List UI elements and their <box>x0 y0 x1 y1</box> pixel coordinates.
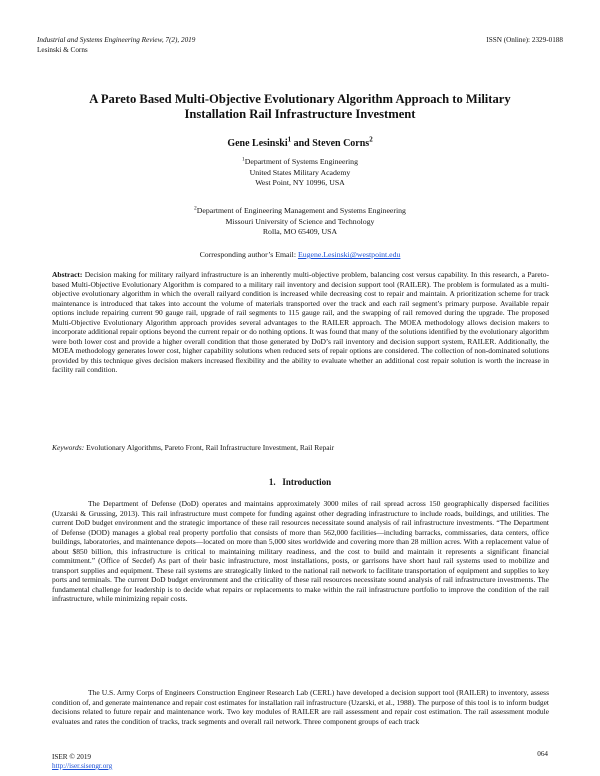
title-line-1: A Pareto Based Multi-Objective Evolutionary Algorithm Approach to Military <box>89 92 511 106</box>
section-heading-introduction <box>40 477 560 487</box>
journal-citation: Industrial and Systems Engineering Review, 7(2), 2019 <box>37 36 196 44</box>
author-1-affil-mark: 1 <box>287 135 292 144</box>
issn: ISSN (Online): 2329-0188 <box>486 36 563 44</box>
corresponding-author <box>40 250 560 259</box>
keywords <box>52 443 549 452</box>
affiliation-1-address: West Point, NY 10996, USA <box>255 178 345 188</box>
author-list <box>40 135 560 149</box>
footer-copyright: ISER © 2019 <box>52 753 92 761</box>
author-conjunction: and <box>291 138 313 149</box>
affiliation-2-mark: 2 <box>194 205 197 212</box>
affiliation-1-mark: 1 <box>242 156 245 163</box>
abstract-label: Abstract: <box>52 270 83 279</box>
running-header-left <box>37 36 195 55</box>
affiliation-1-institution: United States Military Academy <box>249 167 351 177</box>
author-1: Gene Lesinski <box>227 138 288 149</box>
abstract <box>52 270 549 375</box>
footer-url-link[interactable]: http://iser.sisengr.org <box>52 762 113 770</box>
intro-paragraph-2: The U.S. Army Corps of Engineers Construction Engineer Research Lab (CERL) have developed a decision support tool (RAILER) to inventory, assess condition of, and generate maintenance and repair cost estimates for installation rail infrastructure (Uzarski, et al., 1988). The purpose of this tool is to inform budget decisions related to future repair and maintenance work. Two key modules of RAILER are rail assessment and repair cost estimation. The rail assessment module evaluates and rates the condition of tracks, track segments and overall rail network. Three component groups of each track <box>52 688 549 726</box>
page-number: 064 <box>537 750 548 758</box>
affiliation-2-address: Rolla, MO 65409, USA <box>262 227 338 237</box>
section-number: 1. <box>268 477 276 487</box>
affiliation-2-dept: Department of Engineering Management and Systems Engineering <box>196 206 406 215</box>
running-authors: Lesinski & Corns <box>37 45 88 54</box>
author-2: Steven Corns <box>312 138 370 149</box>
keywords-label: Keywords: <box>52 443 85 452</box>
intro-paragraph-1: The Department of Defense (DoD) operates and maintains approximately 3000 miles of rail spread across 150 geographically dispersed facilities (Uzarski & Grussing, 2013). This rail infrastructure must compete for funding against other degrading infrastructure to include roads, buildings, and utilities. The current DoD budget environment and the strategic importance of these rail resources necessitate sound analysis of rail infrastructure investments. “The Department of Defense (DOD) manages a global real property portfolio that consists of more than 562,000 facilities—including barracks, commissaries, data centers, office buildings, laboratories, and maintenance depots—located on more than 5,000 sites worldwide and covering more than 28 million acres. With a replacement value of about $850 billion, this infrastructure is critical to maintaining military readiness, and the cost to build and maintain it represents a significant financial commitment.” (Office of Secdef) As part of their basic infrastructure, most installations, posts, or garrisons have short haul rail systems used to mobilize and transport supplies and equipment. These rail systems are strategically linked to the national rail network to facilitate transportation of equipment and supplies to key ports and terminals. The current DoD budget environment and the criticality of these rail resources necessitate sound analysis of rail infrastructure investments. The fundamental challenge for leadership is to decide what repairs or replacements to make within the rail infrastructure portfolio to improve the condition of the rail infrastructure, while minimizing repair costs. <box>52 499 549 604</box>
title-line-2: Installation Rail Infrastructure Investment <box>184 107 416 121</box>
affiliation-1 <box>40 157 560 189</box>
corresponding-label: Corresponding author’s Email: <box>199 250 298 259</box>
abstract-text: Decision making for military railyard infrastructure is an inherently multi-objective problem, balancing cost versus capability. In this research, a Pareto-based Multi-Objective Evolutionary Algorithm is compared to a military rail inventory and decision support tool (RAILER). The problem is formulated as a multi-objective evolutionary algorithm in which the overall railyard condition is increased while decreasing cost to repair and maintain. A prioritization scheme for track maintenance is introduced that takes into account the volume of materials transported over the track and each rail segment’s primary purpose. Available repair options include repairing current 90 gauge rail, upgrade of rail segments to 115 gauge rail, and the swapping of rail removed during the upgrade. The proposed Multi-Objective Evolutionary Algorithm approach provides several advantages to the RAILER approach. The MOEA methodology allows decision makers to incorporate additional repair options beyond the current repair or do nothing options. It was found that many of the solutions identified by the evolutionary algorithm were both lower cost and provide a higher overall condition that those generated by DoD’s rail inventory and decision support system, RAILER. Additionally, the MOEA methodology generates lower cost, higher capability solutions when reduced sets of repair options are considered. The collection of non-dominated solutions provided by this technique gives decision makers increased flexibility and the ability to evaluate whether an additional cost repair solution is worth the increase in facility rail condition. <box>52 270 549 375</box>
keywords-text: Evolutionary Algorithms, Pareto Front, Rail Infrastructure Investment, Rail Repair <box>84 443 335 452</box>
affiliation-1-dept: Department of Systems Engineering <box>244 157 358 166</box>
page-footer <box>52 753 112 771</box>
paper-title <box>40 92 560 122</box>
author-2-affil-mark: 2 <box>369 135 373 144</box>
affiliation-2-institution: Missouri University of Science and Technology <box>225 216 375 226</box>
affiliation-2 <box>40 206 560 238</box>
corresponding-email-link[interactable]: Eugene.Lesinski@westpoint.edu <box>297 250 401 259</box>
section-title: Introduction <box>282 477 332 487</box>
